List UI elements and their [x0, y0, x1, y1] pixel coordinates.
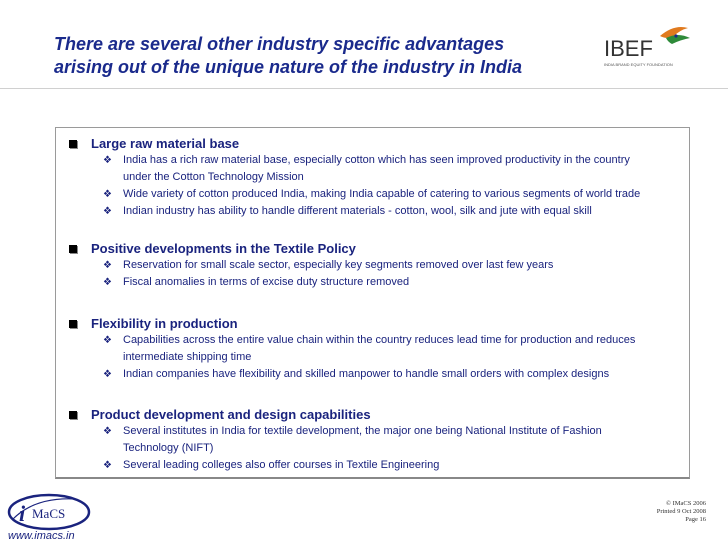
diamond-bullet-icon: ❖ [103, 206, 112, 217]
footer-info [657, 500, 706, 524]
bullet-text: Wide variety of cotton produced India, making India capable of catering to various segments of world trade [123, 188, 641, 200]
ibef-wordmark: IBEF [604, 36, 653, 61]
bullet-text-continued: Technology (NIFT) [123, 442, 214, 454]
square-bullet-icon [69, 320, 77, 328]
sub-bullet [56, 203, 689, 220]
sub-bullet [56, 152, 689, 186]
section-flexibility [56, 316, 689, 383]
diamond-bullet-icon: ❖ [103, 155, 112, 166]
slide-title [54, 33, 594, 79]
square-bullet-icon [69, 140, 77, 148]
copyright-text: © IMaCS 2006 [666, 500, 706, 507]
printed-date: Printed 9 Oct 2008 [656, 508, 706, 515]
website-url: www.imacs.in [8, 530, 75, 542]
imacs-logo [5, 491, 93, 531]
ibef-tagline: INDIA BRAND EQUITY FOUNDATION [604, 62, 673, 67]
content-box [55, 127, 690, 479]
imacs-logo-text: MaCS [32, 506, 66, 521]
sub-bullet [56, 186, 689, 203]
bullet-text: India has a rich raw material base, especially cotton which has seen improved productivity in the country [123, 154, 630, 166]
square-bullet-icon [69, 245, 77, 253]
bullet-text-continued: intermediate shipping time [123, 351, 252, 363]
bullet-text: Several institutes in India for textile development, the major one being National Institute of Fashion [123, 425, 602, 437]
diamond-bullet-icon: ❖ [103, 460, 112, 471]
title-line-1: There are several other industry specific advantages [54, 34, 505, 54]
section-raw-material [56, 136, 689, 220]
sub-bullet [56, 423, 689, 457]
diamond-bullet-icon: ❖ [103, 189, 112, 200]
diamond-bullet-icon: ❖ [103, 369, 112, 380]
sub-bullet [56, 366, 689, 383]
section-heading: Product development and design capabilities [91, 407, 371, 422]
bullet-text: Capabilities across the entire value chain within the country reduces lead time for production and reduces [123, 334, 636, 346]
section-textile-policy [56, 241, 689, 291]
section-product-development [56, 407, 689, 474]
bullet-text-continued: under the Cotton Technology Mission [123, 171, 304, 183]
bullet-text: Reservation for small scale sector, especially key segments removed over last few years [123, 259, 554, 271]
diamond-bullet-icon: ❖ [103, 335, 112, 346]
page-number: Page 16 [685, 516, 706, 523]
section-heading: Positive developments in the Textile Policy [91, 241, 356, 256]
imacs-logo-letter: i [19, 501, 26, 526]
header-divider [0, 88, 728, 89]
section-heading: Large raw material base [91, 136, 240, 151]
diamond-bullet-icon: ❖ [103, 426, 112, 437]
bullet-text: Indian companies have flexibility and skilled manpower to handle small orders with complex designs [123, 368, 610, 380]
sub-bullet [56, 257, 689, 274]
bullet-text: Several leading colleges also offer courses in Textile Engineering [123, 459, 440, 471]
sub-bullet [56, 457, 689, 474]
sub-bullet [56, 274, 689, 291]
ibef-logo [604, 16, 694, 76]
diamond-bullet-icon: ❖ [103, 260, 112, 271]
square-bullet-icon [69, 411, 77, 419]
diamond-bullet-icon: ❖ [103, 277, 112, 288]
title-line-2: arising out of the unique nature of the industry in India [54, 57, 522, 77]
sub-bullet [56, 332, 689, 366]
section-heading: Flexibility in production [91, 316, 238, 331]
bullet-text: Fiscal anomalies in terms of excise duty structure removed [123, 276, 410, 288]
bullet-text: Indian industry has ability to handle different materials - cotton, wool, silk and jute with equal skill [123, 205, 592, 217]
